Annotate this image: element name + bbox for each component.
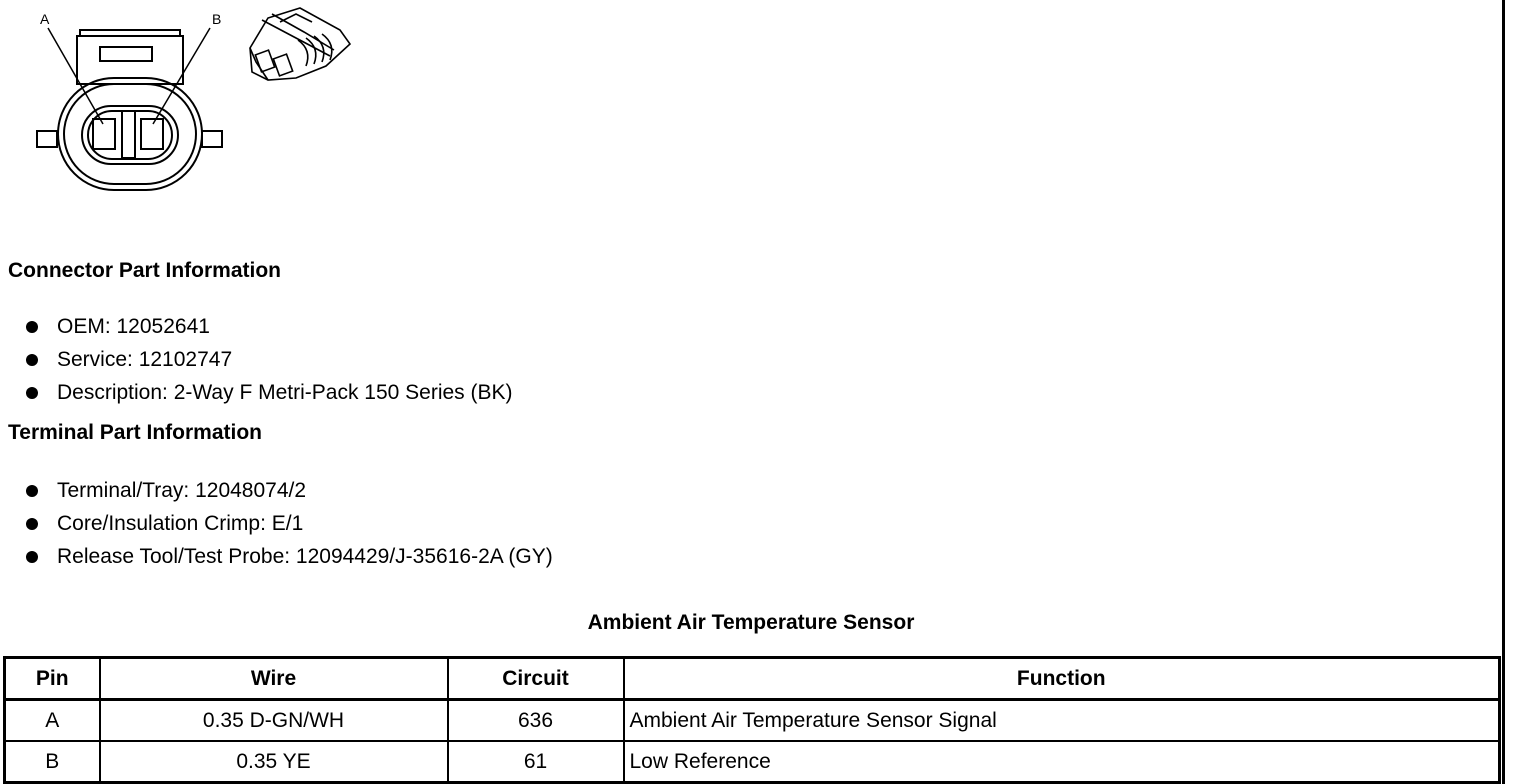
connector-illustration [250,8,350,80]
table-row [5,700,1500,742]
bullet-icon [26,485,38,497]
column-header-function: Function [624,658,1500,700]
column-header-pin: Pin [5,658,100,700]
cell-wire: 0.35 YE [100,741,448,783]
list-item: OEM: 12052641 [24,310,513,343]
table-caption: Ambient Air Temperature Sensor [587,611,915,634]
pin-a-label: A [40,11,50,27]
cell-wire: 0.35 D-GN/WH [100,700,448,742]
cell-function: Low Reference [624,741,1500,783]
connector-part-heading: Connector Part Information [8,259,282,282]
list-item: Core/Insulation Crimp: E/1 [24,507,553,540]
bullet-icon [26,354,38,366]
page-right-border [1502,0,1505,784]
list-item: Terminal/Tray: 12048074/2 [24,474,553,507]
connector-part-list [24,310,513,409]
list-item: Service: 12102747 [24,343,513,376]
bullet-icon [26,387,38,399]
bullet-icon [26,551,38,563]
list-item: Description: 2-Way F Metri-Pack 150 Series (BK) [24,376,513,409]
list-item: Release Tool/Test Probe: 12094429/J-35616-2A (GY) [24,540,553,573]
column-header-circuit: Circuit [448,658,624,700]
column-header-wire: Wire [100,658,448,700]
cell-pin: A [5,700,100,742]
cell-circuit: 636 [448,700,624,742]
bullet-icon [26,518,38,530]
cell-function: Ambient Air Temperature Sensor Signal [624,700,1500,742]
pinout-table [3,656,1501,784]
terminal-part-list [24,474,553,573]
cell-pin: B [5,741,100,783]
table-row [5,741,1500,783]
pin-b-label: B [212,11,222,27]
table-header-row [5,658,1500,700]
cell-circuit: 61 [448,741,624,783]
bullet-icon [26,321,38,333]
connector-diagram [0,0,380,210]
terminal-part-heading: Terminal Part Information [8,421,262,444]
